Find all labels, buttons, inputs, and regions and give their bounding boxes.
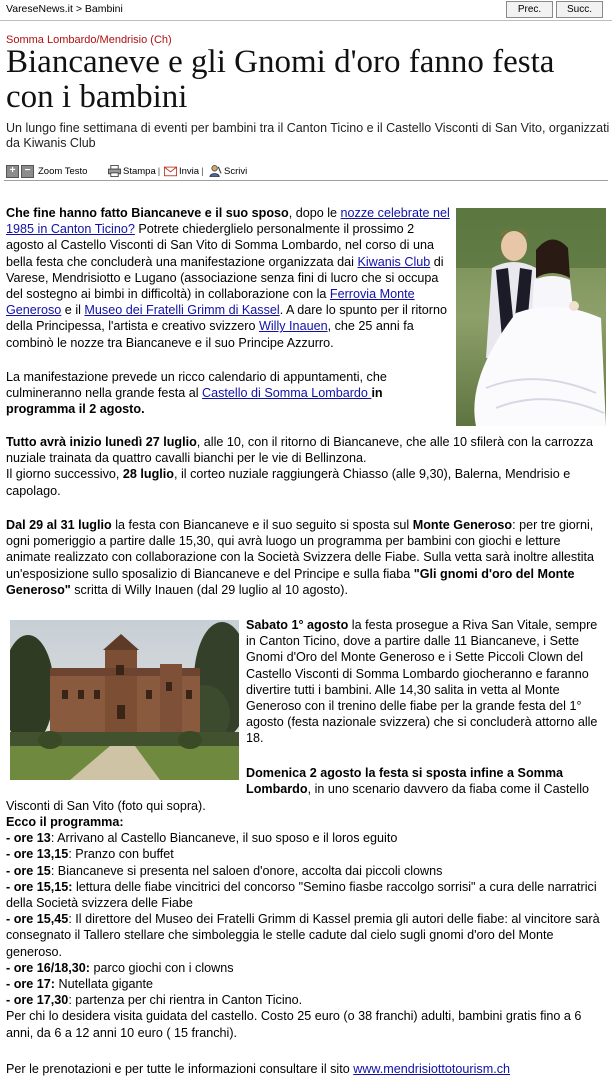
breadcrumb [6, 3, 123, 15]
museo-grimm-link[interactable]: Museo dei Fratelli Grimm di Kassel [84, 303, 280, 318]
article-location: Somma Lombardo/Mendrisio (Ch) [6, 34, 172, 46]
program-item [6, 863, 606, 879]
print-tool[interactable] [108, 165, 160, 177]
tools-separator: | [201, 165, 204, 177]
program-text: Nutellata gigante [55, 977, 154, 992]
paragraph-intro [6, 205, 454, 351]
top-bar [0, 0, 612, 21]
send-tool[interactable] [164, 165, 204, 177]
next-button[interactable]: Succ. [556, 1, 603, 18]
sabato-text: la festa prosegue a Riva San Vitale, sempre in Canton Ticino, dove a partire dalle 11 Biancaneve, i Sette Gnomi d'Oro del Monte Generoso e i Sette Piccoli Clown del Castello Visconti di Somma Lombardo giocheranno e faranno divertire tutti i bambini. Alle 14,30 salita in vetta al Monte Generoso con il trenino delle fiabe per la grande festa del 1° agosto (festa nazionale svizzera) che si concluderà attorno alle 18. [246, 618, 598, 746]
article-title: Biancaneve e gli Gnomi d'oro fanno festa con i bambini [6, 44, 555, 115]
zoom-out-icon[interactable]: − [21, 165, 34, 178]
program-item [6, 911, 606, 960]
breadcrumb-separator: > [72, 3, 85, 15]
mendrisiotto-tourism-link[interactable]: www.mendrisiottotourism.ch [353, 1062, 510, 1076]
program-text: lettura delle fiabe vincitrici del concorso "Semino fiasbe raccolgo sorrisi" a cura delle narratrici della Società svizzera delle Fiabe [6, 879, 597, 911]
paragraph-calendar [6, 369, 446, 418]
program-time: - ore 15,15: [6, 879, 73, 894]
zoom-in-icon[interactable]: + [6, 165, 19, 178]
program-text: : partenza per chi rientra in Canton Ticino. [68, 993, 303, 1008]
intro-text: di Varese, Mendrisiotto e Lugano (associazione senza fini di lucro che si occupa del sostegno ai bimbi in difficoltà) in collaborazione con la [6, 254, 444, 302]
article-tools [4, 160, 608, 181]
wedding-couple-photo [456, 208, 606, 426]
generoso-text: scritta di Willy Inauen (dal 29 luglio al 10 agosto). [70, 582, 348, 597]
intro-text: Potrete chiederglielo personalmente il prossimo 2 agosto al Castello Visconti di San Vito di Somma Lombardo, nel corso di una bella festa che concluderà una manifestazione organizzata dai [6, 222, 434, 269]
intro-text: , che 25 anni fa combinò le nozze tra Biancaneve e il suo Principe Azzurro. [6, 319, 414, 350]
start-bold: Tutto avrà inizio lunedì 27 luglio [6, 435, 197, 449]
program-time: - ore 16/18,30: [6, 960, 91, 975]
envelope-icon [164, 165, 177, 177]
zoom-text-tool [6, 165, 87, 178]
program-item [6, 960, 606, 976]
intro-bold: Che fine hanno fatto Biancaneve e il suo sposo [6, 206, 289, 220]
printer-icon [108, 165, 121, 177]
program-time: - ore 17: [6, 977, 55, 992]
breadcrumb-section-link[interactable]: Bambini [84, 3, 123, 15]
willy-inauen-link[interactable]: Willy Inauen [258, 319, 328, 334]
generoso-text: la festa con Biancaneve e il suo seguito si sposta sul [111, 518, 413, 532]
previous-button[interactable]: Prec. [506, 1, 553, 18]
guided-tour-info: Per chi lo desidera visita guidata del castello. Costo 25 euro (o 38 franchi) adulti, bambini gratis fino a 6 anni, da 6 a 12 anni 10 euro ( 15 franchi). [6, 1009, 582, 1040]
castle-photo [10, 620, 239, 780]
paragraph-start [6, 434, 602, 499]
program-time: - ore 13 [6, 831, 51, 846]
start-text: , il corteo nuziale raggiungerà Chiasso (alle 9,30), Balerna, Mendrisio e capolago. [6, 467, 571, 498]
program-time: - ore 15,45 [6, 912, 69, 927]
sabato-bold: Sabato 1° agosto [246, 618, 349, 632]
domenica-text: Visconti di San Vito (foto qui sopra). [6, 799, 206, 813]
castello-somma-link[interactable]: Castello di Somma Lombardo [202, 386, 372, 401]
info-text: Per le prenotazioni e per tutte le informazioni consultare il sito [6, 1062, 354, 1076]
start-bold: 28 luglio [122, 467, 174, 482]
calendar-text: La manifestazione prevede un ricco calendario di appuntamenti, che culmineranno nella grande festa al [6, 370, 387, 401]
program-list [6, 814, 606, 1041]
domenica-bold: Domenica 2 agosto la festa si sposta infine a Somma Lombardo [246, 766, 564, 797]
paragraph-monte-generoso [6, 517, 606, 598]
program-text: parco giochi con i clowns [90, 960, 234, 975]
paragraph-info [6, 1061, 606, 1077]
write-link[interactable]: Scrivi [224, 165, 248, 177]
print-link[interactable]: Stampa [123, 165, 156, 177]
tools-separator: | [157, 165, 161, 177]
send-link[interactable]: Invia [179, 165, 200, 177]
program-time: - ore 15 [6, 863, 51, 878]
user-write-icon [209, 165, 222, 177]
ferrovia-monte-generoso-link[interactable]: Ferrovia Monte Generoso [6, 287, 415, 318]
generoso-text: : per tre giorni, ogni pomeriggio a partire dalle 15,30, qui avrà luogo un programma per bambini con giochi e letture animate realizzato con collaborazione con la Società Svizzera delle Fiabe. Sulla vetta sarà inoltre allestita un'esposizione sullo sposalizio di Biancaneve e del Principe e sulla fiaba [6, 518, 595, 581]
program-text: : Arrivano al Castello Biancaneve, il suo sposo e il loros eguito [50, 831, 398, 846]
program-text: : Il direttore del Museo dei Fratelli Grimm di Kassel premia gli autori delle fiabe: al vincitore sarà consegnato il Tallero stellare che simboleggia le stelle cadute dal cielo sugli gnomi d'oro del Monte generoso. [6, 912, 600, 959]
paragraph-domenica [246, 765, 608, 797]
nozze-1985-link[interactable]: nozze celebrate nel 1985 in Canton Ticino? [6, 206, 450, 237]
paragraph-domenica-end [6, 798, 606, 814]
generoso-bold: Monte Generoso [412, 518, 513, 532]
generoso-bold: "Gli gnomi d'oro del Monte Generoso" [6, 566, 575, 597]
generoso-bold: Dal 29 al 31 luglio [6, 518, 112, 532]
program-text: : Biancaneve si presenta nel saloen d'onore, accolta dai piccoli clowns [50, 863, 443, 878]
paragraph-sabato [246, 617, 608, 747]
program-heading: Ecco il programma: [6, 815, 124, 829]
program-text: : Pranzo con buffet [68, 847, 174, 862]
start-text: Il giorno successivo, [6, 467, 123, 482]
breadcrumb-site-link[interactable]: VareseNews.it [6, 3, 73, 15]
program-time: - ore 17,30 [6, 993, 69, 1008]
program-item [6, 976, 606, 992]
write-tool[interactable] [209, 165, 247, 177]
domenica-text: , in uno scenario davvero da fiaba come il Castello [307, 782, 589, 797]
zoom-text-label: Zoom Testo [38, 166, 88, 177]
start-text: , alle 10, con il ritorno di Biancaneve, che alle 10 sfilerà con la carrozza nuziale trainata da quattro cavalli bianchi per le vie di Bellinzona. [6, 435, 594, 466]
intro-text: . A dare lo spunto per il ritorno della Principessa, l'artista e creativo svizzero [6, 303, 448, 334]
program-item [6, 846, 606, 862]
program-item [6, 830, 606, 846]
calendar-bold: in programma il 2 agosto. [6, 386, 383, 417]
intro-text: , dopo le [288, 206, 341, 220]
program-time: - ore 13,15 [6, 847, 69, 862]
program-item [6, 879, 606, 911]
program-item [6, 992, 606, 1008]
kiwanis-club-link[interactable]: Kiwanis Club [357, 254, 431, 269]
article-subtitle: Un lungo fine settimana di eventi per bambini tra il Canton Ticino e il Castello Visconti di San Vito, organizzati da Kiwanis Club [6, 121, 610, 150]
intro-text: e il [61, 303, 85, 318]
